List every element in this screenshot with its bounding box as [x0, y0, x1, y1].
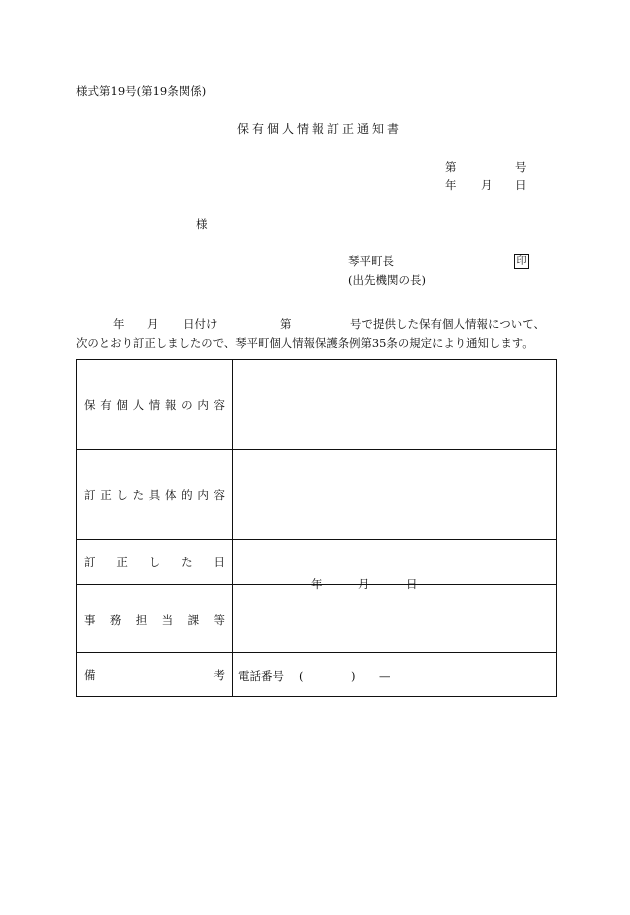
label-char: 正 [116, 555, 128, 569]
corr-date-day: 日 [406, 577, 418, 591]
label-char: た [132, 487, 145, 502]
label-char: 考 [213, 667, 225, 682]
label-char: 内 [197, 397, 209, 412]
label-char: 日 [213, 555, 225, 569]
label-cell [77, 450, 233, 540]
label-remarks [77, 667, 232, 683]
phone-dash: — [379, 668, 391, 683]
label-char: た [181, 555, 193, 569]
body-month: 月 [147, 317, 159, 331]
label-char: 当 [161, 613, 174, 627]
label-char: 等 [213, 613, 225, 627]
body-year: 年 [113, 317, 125, 331]
table-row [77, 450, 557, 540]
table-row [77, 653, 557, 697]
date-year: 年 [445, 178, 457, 192]
label-char: 体 [164, 487, 177, 502]
value-cell-details [233, 450, 557, 540]
number-dai: 第 [445, 160, 457, 174]
label-char: 情 [148, 397, 161, 412]
phone-close-paren: ) [351, 668, 356, 683]
corr-date-month: 月 [358, 577, 370, 591]
table-row [77, 540, 557, 585]
body-date-suffix: 日付け [183, 317, 218, 331]
label-char: し [116, 487, 128, 502]
value-cell-date [233, 540, 557, 591]
document-title: 保有個人情報訂正通知書 [237, 122, 403, 136]
label-char: 備 [84, 667, 96, 682]
addressee-suffix: 様 [196, 217, 208, 231]
label-char: 訂 [84, 555, 96, 569]
phone-label: 電話番号 [238, 668, 284, 683]
label-content-info [77, 397, 232, 413]
seal-stamp: 印 [514, 254, 529, 269]
table-row [77, 360, 557, 450]
label-char: 事 [84, 613, 96, 627]
value-cell-content [233, 360, 557, 450]
label-char: 務 [109, 613, 122, 627]
label-char: 人 [132, 397, 145, 412]
label-char: 容 [213, 487, 225, 502]
label-char: 担 [135, 613, 148, 627]
body-dai: 第 [280, 317, 292, 331]
table-row [77, 585, 557, 653]
label-cell [77, 585, 233, 653]
label-correction-date [77, 554, 232, 570]
label-correction-details [77, 487, 232, 503]
corr-date-year: 年 [311, 577, 323, 591]
label-cell [77, 653, 233, 697]
label-char: 有 [100, 397, 112, 412]
label-char: 具 [148, 487, 161, 502]
label-char: 内 [197, 487, 209, 502]
date-month: 月 [481, 178, 493, 192]
label-char: 報 [164, 397, 177, 412]
label-char: 的 [181, 487, 193, 502]
label-char: の [181, 397, 193, 412]
label-char: 正 [100, 487, 112, 502]
label-cell [77, 540, 233, 585]
body-line1-rest: 号で提供した保有個人情報について、 [350, 317, 546, 331]
sender-name: 琴平町長 [348, 254, 394, 268]
number-go: 号 [515, 160, 527, 174]
label-char: 容 [213, 397, 225, 412]
form-number: 様式第19号(第19条関係) [76, 84, 207, 98]
label-cell [77, 360, 233, 450]
label-department [77, 612, 232, 628]
date-day: 日 [515, 178, 527, 192]
body-line2: 次のとおり訂正しましたので、琴平町個人情報保護条例第35条の規定により通知します。 [76, 336, 534, 350]
label-char: 保 [84, 397, 96, 412]
label-char: し [148, 555, 161, 569]
label-char: 訂 [84, 487, 96, 502]
value-cell-department [233, 585, 557, 683]
label-char: 個 [116, 397, 128, 412]
sender-branch: (出先機関の長) [348, 273, 426, 287]
label-char: 課 [187, 613, 200, 627]
correction-details-table [76, 359, 557, 697]
phone-open-paren: ( [299, 668, 304, 683]
